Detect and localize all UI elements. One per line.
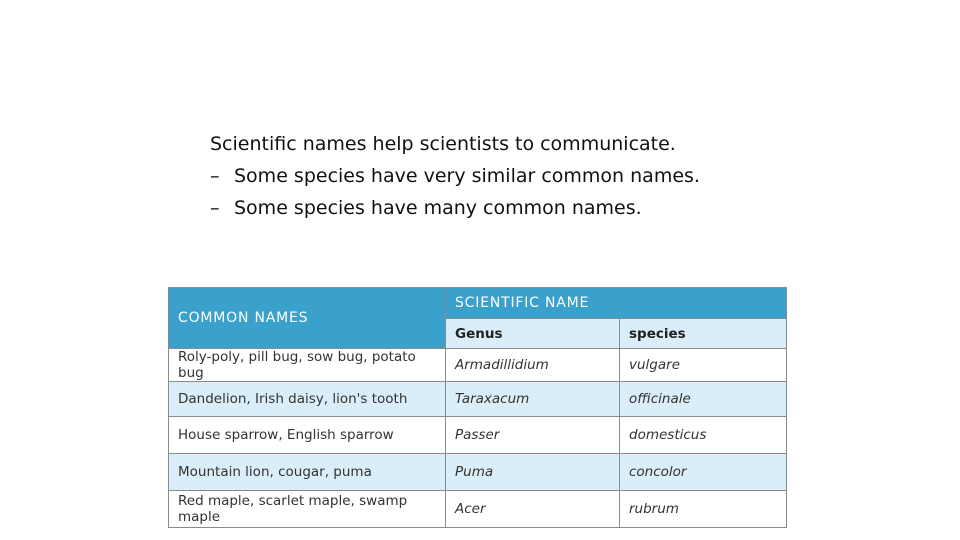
names-table	[168, 287, 787, 528]
dash-marker: –	[210, 197, 220, 219]
bullet-main: Scientific names help scientists to communicate.	[210, 133, 676, 155]
cell-common: Mountain lion, cougar, puma	[169, 454, 446, 491]
cell-species: officinale	[620, 382, 787, 417]
cell-genus: Acer	[446, 491, 620, 528]
cell-species: rubrum	[620, 491, 787, 528]
table-row	[169, 491, 787, 528]
bullet-sub-item	[210, 160, 700, 192]
table-row	[169, 349, 787, 382]
cell-species: vulgare	[620, 349, 787, 382]
dash-marker: –	[210, 165, 220, 187]
cell-common: Dandelion, Irish daisy, lion's tooth	[169, 382, 446, 417]
cell-common: House sparrow, English sparrow	[169, 417, 446, 454]
cell-genus: Taraxacum	[446, 382, 620, 417]
cell-species: domesticus	[620, 417, 787, 454]
header-scientific-name: SCIENTIFIC NAME	[446, 288, 787, 319]
header-genus: Genus	[446, 319, 620, 349]
cell-genus: Puma	[446, 454, 620, 491]
bullet-sub-text: Some species have very similar common names.	[234, 165, 700, 187]
bullet-sub-item	[210, 192, 700, 224]
table-row	[169, 417, 787, 454]
cell-common: Roly-poly, pill bug, sow bug, potato bug	[169, 349, 446, 382]
table-header-row	[169, 288, 787, 319]
cell-species: concolor	[620, 454, 787, 491]
header-species: species	[620, 319, 787, 349]
table-row	[169, 454, 787, 491]
bullet-list	[210, 128, 700, 224]
header-common-names: COMMON NAMES	[169, 288, 446, 349]
cell-common: Red maple, scarlet maple, swamp maple	[169, 491, 446, 528]
bullet-sub-text: Some species have many common names.	[234, 197, 642, 219]
cell-genus: Armadillidium	[446, 349, 620, 382]
cell-genus: Passer	[446, 417, 620, 454]
table-row	[169, 382, 787, 417]
